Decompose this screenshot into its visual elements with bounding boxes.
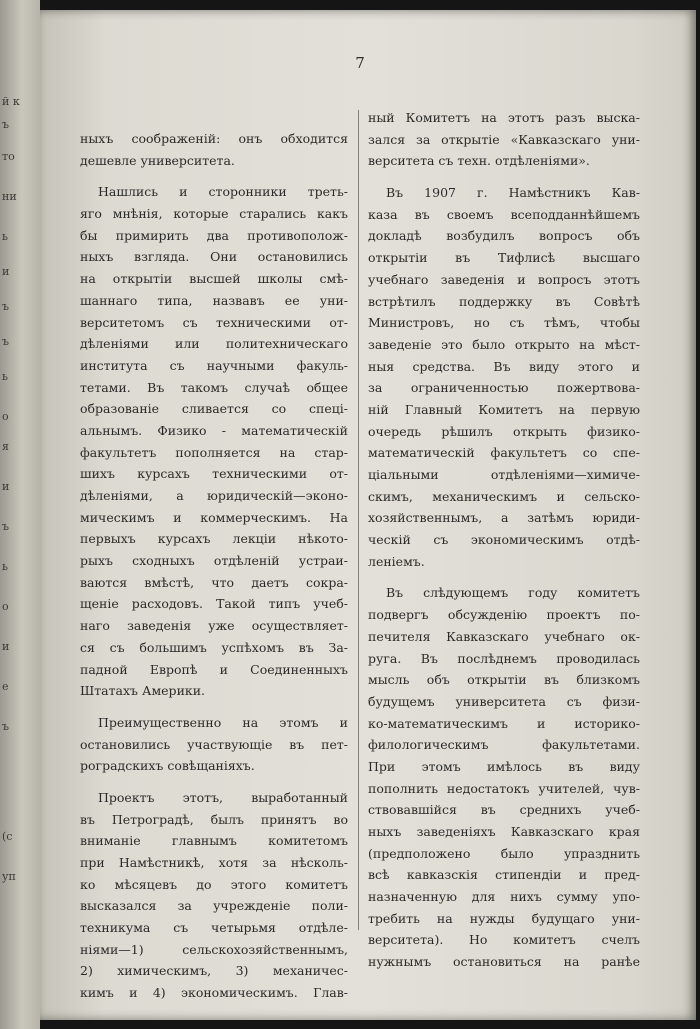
text-line: филологическимъ факультетами.: [368, 737, 640, 753]
text-line: ніями—1) сельскохозяйственнымъ,: [80, 941, 348, 957]
text-line: ко мѣсяцевъ до этого комитетъ: [80, 876, 348, 892]
text-line: тетами. Въ такомъ случаѣ общее: [80, 379, 348, 395]
text-line: леніемъ.: [368, 553, 425, 569]
paragraph-gap: [80, 702, 348, 712]
text-line: на открытіи высшей школы смѣ-: [80, 271, 348, 287]
text-line: Въ слѣдующемъ году комитетъ: [386, 585, 640, 601]
text-line: дѣленіями, а юридическій—эконо-: [80, 488, 348, 503]
text-line: роградскихъ совѣщаніяхъ.: [80, 758, 255, 774]
previous-page-fragment: ъ: [2, 520, 9, 533]
text-line: дешевле университета.: [80, 152, 235, 168]
text-line: шихъ курсахъ техническими от-: [80, 466, 348, 482]
text-line: Проектъ этотъ, выработанный: [98, 789, 348, 805]
text-line: верситета съ техн. отдѣленіями».: [368, 153, 590, 169]
text-line: ческій съ экономическимъ отдѣ-: [368, 532, 640, 548]
text-line: руга. Въ послѣднемъ проводилась: [368, 650, 640, 666]
text-line: верситета). Но комитетъ счелъ: [368, 932, 640, 948]
text-line: ный Комитетъ на этотъ разъ выска-: [368, 110, 640, 125]
text-line: ній Главный Комитетъ на первую: [368, 401, 640, 417]
text-line: заведеніе это было открыто на мѣст-: [368, 336, 640, 352]
previous-page-fragment: то: [2, 150, 15, 163]
text-line: ствовавшійся въ среднихъ учеб-: [368, 802, 640, 818]
text-line: ныя средства. Въ виду этого и: [368, 358, 640, 374]
text-line: техникума съ четырьмя отдѣле-: [80, 920, 348, 936]
text-line: рыхъ сходныхъ отдѣленій устраи-: [80, 553, 348, 569]
previous-page-fragment: о: [2, 410, 9, 423]
text-line: будущемъ университета съ физи-: [368, 693, 640, 709]
text-line: требить на нужды будущаго уни-: [368, 910, 640, 926]
previous-page-fragment: и: [2, 640, 10, 653]
page-number: 7: [355, 54, 365, 72]
previous-page-fragment: о: [2, 600, 9, 613]
text-line: образованіе сливается со спеці-: [80, 401, 348, 417]
left-text-column: [80, 128, 348, 1004]
text-line: первыхъ курсахъ лекціи нѣкото-: [80, 531, 348, 547]
text-line: скимъ, механическимъ и сельско-: [368, 488, 640, 504]
previous-page-fragment: ни: [2, 190, 17, 203]
column-divider: [358, 110, 359, 930]
text-line: яго мнѣнія, которые старались какъ: [80, 206, 348, 222]
book-page: [40, 10, 696, 1020]
previous-page-fragment: е: [2, 680, 9, 693]
text-line: 2) химическимъ, 3) механичес-: [80, 963, 348, 979]
text-line: мысль объ открытіи въ близкомъ: [368, 672, 640, 688]
previous-page-fragment: я: [2, 440, 9, 453]
text-line: Преимущественно на этомъ и: [98, 714, 348, 730]
previous-page-fragment: ъ: [2, 335, 9, 348]
text-line: мическимъ и коммерческимъ. На: [80, 509, 348, 525]
text-line: ціальными отдѣленіями—химиче-: [368, 467, 640, 482]
previous-page-fragment: уп: [2, 870, 16, 883]
text-line: въ Петроградѣ, былъ принятъ во: [80, 811, 348, 827]
previous-page-fragment: ь: [2, 370, 8, 383]
previous-page-fragment: ь: [2, 560, 8, 573]
text-line: дѣленіями или политехническаго: [80, 336, 348, 352]
text-line: Въ 1907 г. Намѣстникъ Кав-: [386, 185, 640, 201]
text-line: Нашлись и сторонники треть-: [98, 184, 348, 200]
text-line: назначенную для нихъ сумму упо-: [368, 889, 640, 905]
text-line: кимъ и 4) экономическимъ. Глав-: [80, 985, 348, 1001]
previous-page-fragment: ъ: [2, 118, 9, 131]
previous-page-fragment: й к: [2, 95, 20, 108]
text-line: докладѣ возбудилъ вопросъ объ: [368, 228, 640, 244]
text-line: ко-математическимъ и историко-: [368, 715, 640, 731]
text-line: учебнаго заведенія и вопросъ этотъ: [368, 271, 640, 287]
text-line: Министровъ, но съ тѣмъ, чтобы: [368, 315, 640, 331]
text-line: наго заведенія уже осуществляет-: [80, 618, 348, 634]
text-line: Штатахъ Америки.: [80, 683, 206, 699]
text-line: нужнымъ остановиться на ранѣе: [368, 954, 640, 970]
text-line: каза въ своемъ всеподданнѣйшемъ: [368, 206, 640, 222]
text-line: встрѣтилъ поддержку въ Совѣтѣ: [368, 293, 640, 309]
text-line: остановились участвующіе въ пет-: [80, 736, 348, 752]
text-line: высказался за учрежденіе поли-: [80, 898, 348, 914]
previous-page-fragment: ъ: [2, 300, 9, 313]
text-line: (предположено было упразднить: [368, 845, 640, 861]
text-line: хозяйственнымъ, а затѣмъ юриди-: [368, 510, 640, 526]
previous-page-edge: [0, 0, 40, 1029]
text-line: всѣ кавказскія стипендіи и пред-: [368, 867, 640, 883]
text-line: ныхъ взгляда. Они остановились: [80, 249, 348, 265]
text-line: печителя Кавказскаго учебнаго ок-: [368, 628, 640, 644]
text-line: открытіи въ Тифлисѣ высшаго: [368, 250, 640, 266]
text-line: шаннаго типа, назвавъ ее уни-: [80, 292, 348, 308]
text-line: верситетомъ съ техническими от-: [80, 314, 348, 330]
text-line: за ограниченностью пожертвова-: [368, 380, 640, 396]
previous-page-fragment: ь: [2, 230, 8, 243]
text-line: пополнить недостатокъ учителей, чув-: [368, 780, 640, 796]
text-line: падной Европѣ и Соединенныхъ: [80, 661, 348, 677]
paragraph-gap: [368, 172, 640, 182]
previous-page-fragment: (с: [2, 830, 13, 843]
text-line: зался за открытіе «Кавказскаго уни-: [368, 131, 640, 147]
text-line: факультетъ пополняется на стар-: [80, 444, 348, 460]
paragraph-gap: [80, 171, 348, 181]
text-line: щеніе расходовъ. Такой типъ учеб-: [80, 596, 348, 612]
text-line: При этомъ имѣлось въ виду: [368, 758, 640, 774]
text-line: ваются вмѣстѣ, что даетъ сокра-: [80, 574, 348, 590]
text-line: математическій факультетъ со спе-: [368, 445, 640, 461]
text-line: бы примирить два противополож-: [80, 227, 348, 243]
text-line: альнымъ. Физико - математическій: [80, 422, 348, 438]
previous-page-fragment: и: [2, 265, 10, 278]
previous-page-fragment: и: [2, 480, 10, 493]
previous-page-fragment: ъ: [2, 720, 9, 733]
text-line: института съ научными факуль-: [80, 357, 348, 373]
text-line: ныхъ соображеній: онъ обходится: [80, 131, 348, 146]
text-line: при Намѣстникѣ, хотя за нѣсколь-: [80, 855, 348, 870]
text-line: ся съ большимъ успѣхомъ въ За-: [80, 639, 348, 655]
text-line: вниманіе главнымъ комитетомъ: [80, 833, 348, 849]
text-line: ныхъ заведеніяхъ Кавказскаго края: [368, 824, 640, 839]
paragraph-gap: [368, 572, 640, 582]
text-line: очередь рѣшилъ открыть физико-: [368, 423, 640, 439]
text-line: подвергъ обсужденію проектъ по-: [368, 607, 640, 623]
paragraph-gap: [80, 777, 348, 787]
right-text-column: [368, 107, 640, 973]
